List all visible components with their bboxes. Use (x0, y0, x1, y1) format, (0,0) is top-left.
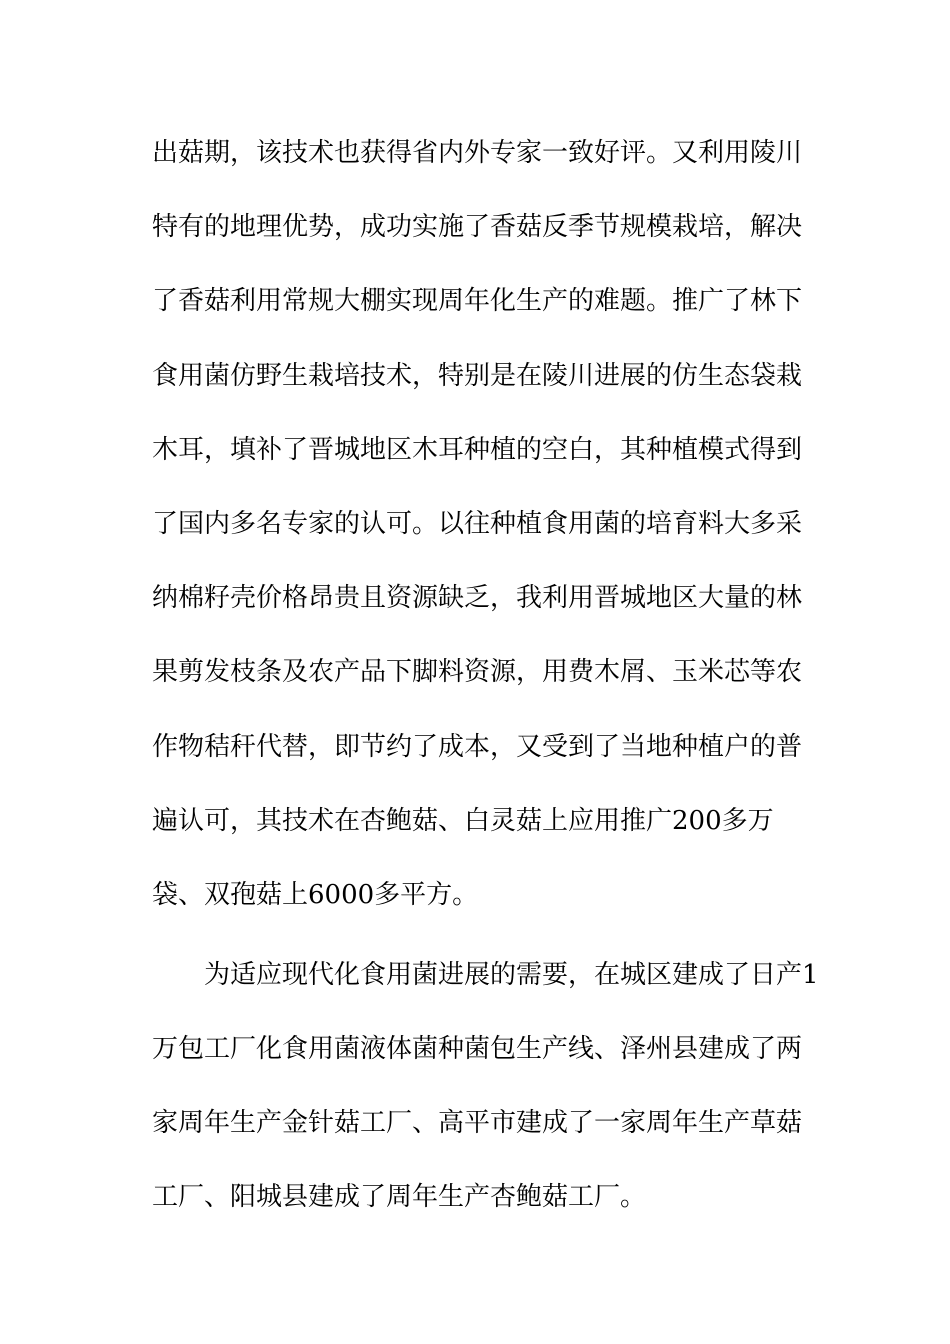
paragraph-1-line-10: 遍认可，其技术在杏鲍菇、白灵菇上应用推广200多万 (152, 806, 774, 836)
paragraph-2-line-4: 工厂、阳城县建成了周年生产杏鲍菇工厂。 (152, 1182, 647, 1212)
paragraph-1-line-2: 特有的地理优势，成功实施了香菇反季节规模栽培，解决 (152, 212, 803, 242)
paragraph-1-line-1: 出菇期，该技术也获得省内外专家一致好评。又利用陵川 (152, 138, 803, 168)
paragraph-1-line-3: 了香菇利用常规大棚实现周年化生产的难题。推广了林下 (152, 286, 803, 316)
paragraph-1-line-7: 纳棉籽壳价格昂贵且资源缺乏，我利用晋城地区大量的林 (152, 583, 803, 613)
paragraph-2-line-3: 家周年生产金针菇工厂、高平市建成了一家周年生产草菇 (152, 1108, 803, 1138)
paragraph-1-line-6: 了国内多名专家的认可。以往种植食用菌的培育料大多采 (152, 509, 803, 539)
paragraph-2-line-1: 为适应现代化食用菌进展的需要，在城区建成了日产1 (204, 960, 819, 990)
paragraph-1-line-8: 果剪发枝条及农产品下脚料资源，用费木屑、玉米芯等农 (152, 657, 803, 687)
paragraph-1-line-5: 木耳，填补了晋城地区木耳种植的空白，其种植模式得到 (152, 435, 803, 465)
paragraph-1-line-11: 袋、双孢菇上6000多平方。 (152, 880, 479, 910)
paragraph-2-line-2: 万包工厂化食用菌液体菌种菌包生产线、泽州县建成了两 (152, 1034, 803, 1064)
paragraph-1-line-9: 作物秸秆代替，即节约了成本，又受到了当地种植户的普 (152, 732, 803, 762)
paragraph-1-line-4: 食用菌仿野生栽培技术，特别是在陵川进展的仿生态袋栽 (152, 361, 803, 391)
